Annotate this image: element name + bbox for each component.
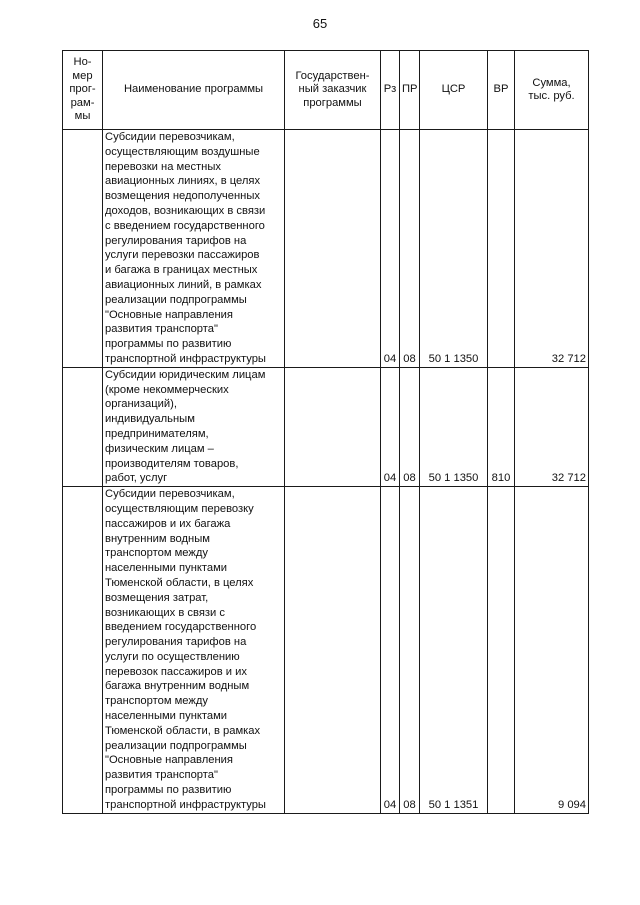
cell-program-name: Субсидии перевозчикам, осуществляющим воздушные перевозки на местных авиационных линиях, в целях возмещения недополученных доходов, возникающих в связи с введением государственного регулирования тарифов на услуги перевозки пассажиров и багажа в границах местных авиационных линий, в рамках реализации подпрограммы "Основные направления развития транспорта" программы по развитию транспортной инфраструктуры [103,130,285,368]
header-program-name: Наименование программы [103,51,285,130]
cell-pr: 08 [400,367,420,486]
cell-sum: 32 712 [515,367,589,486]
cell-program-name: Субсидии перевозчикам, осуществляющим перевозку пассажиров и их багажа внутренним водным транспортом между населенными пунктами Тюменской области, в целях возмещения затрат, возникающих в связи с введением государственного регулирования тарифов на услуги по осуществлению перевозок пассажиров и их багажа внутренним водным транспортом между населенными пунктами Тюменской области, в рамках реализации подпрограммы "Основные направления развития транспорта" программы по развитию транспортной инфраструктуры [103,487,285,814]
table-row [63,487,589,814]
header-rz: Рз [381,51,400,130]
cell-csr: 50 1 1350 [420,367,488,486]
cell-csr: 50 1 1351 [420,487,488,814]
header-sum: Сумма, тыс. руб. [515,51,589,130]
cell-vr [488,487,515,814]
cell-vr: 810 [488,367,515,486]
header-pr: ПР [400,51,420,130]
cell-csr: 50 1 1350 [420,130,488,368]
cell-rz: 04 [381,130,400,368]
cell-program-number [63,487,103,814]
page-number: 65 [312,16,328,31]
cell-state-customer [285,367,381,486]
header-vr: ВР [488,51,515,130]
header-program-number: Но- мер прог- рам- мы [63,51,103,130]
cell-pr: 08 [400,487,420,814]
cell-state-customer [285,487,381,814]
cell-sum: 9 094 [515,487,589,814]
header-csr: ЦСР [420,51,488,130]
table-header-row [63,51,589,130]
cell-rz: 04 [381,367,400,486]
cell-rz: 04 [381,487,400,814]
cell-pr: 08 [400,130,420,368]
cell-program-number [63,130,103,368]
cell-program-number [63,367,103,486]
cell-sum: 32 712 [515,130,589,368]
header-state-customer: Государствен- ный заказчик программы [285,51,381,130]
cell-program-name: Субсидии юридическим лицам (кроме некоммерческих организаций), индивидуальным предпринимателям, физическим лицам – производителям товаров, работ, услуг [103,367,285,486]
budget-table [62,50,589,814]
cell-vr [488,130,515,368]
table-row [63,367,589,486]
table-row [63,130,589,368]
cell-state-customer [285,130,381,368]
